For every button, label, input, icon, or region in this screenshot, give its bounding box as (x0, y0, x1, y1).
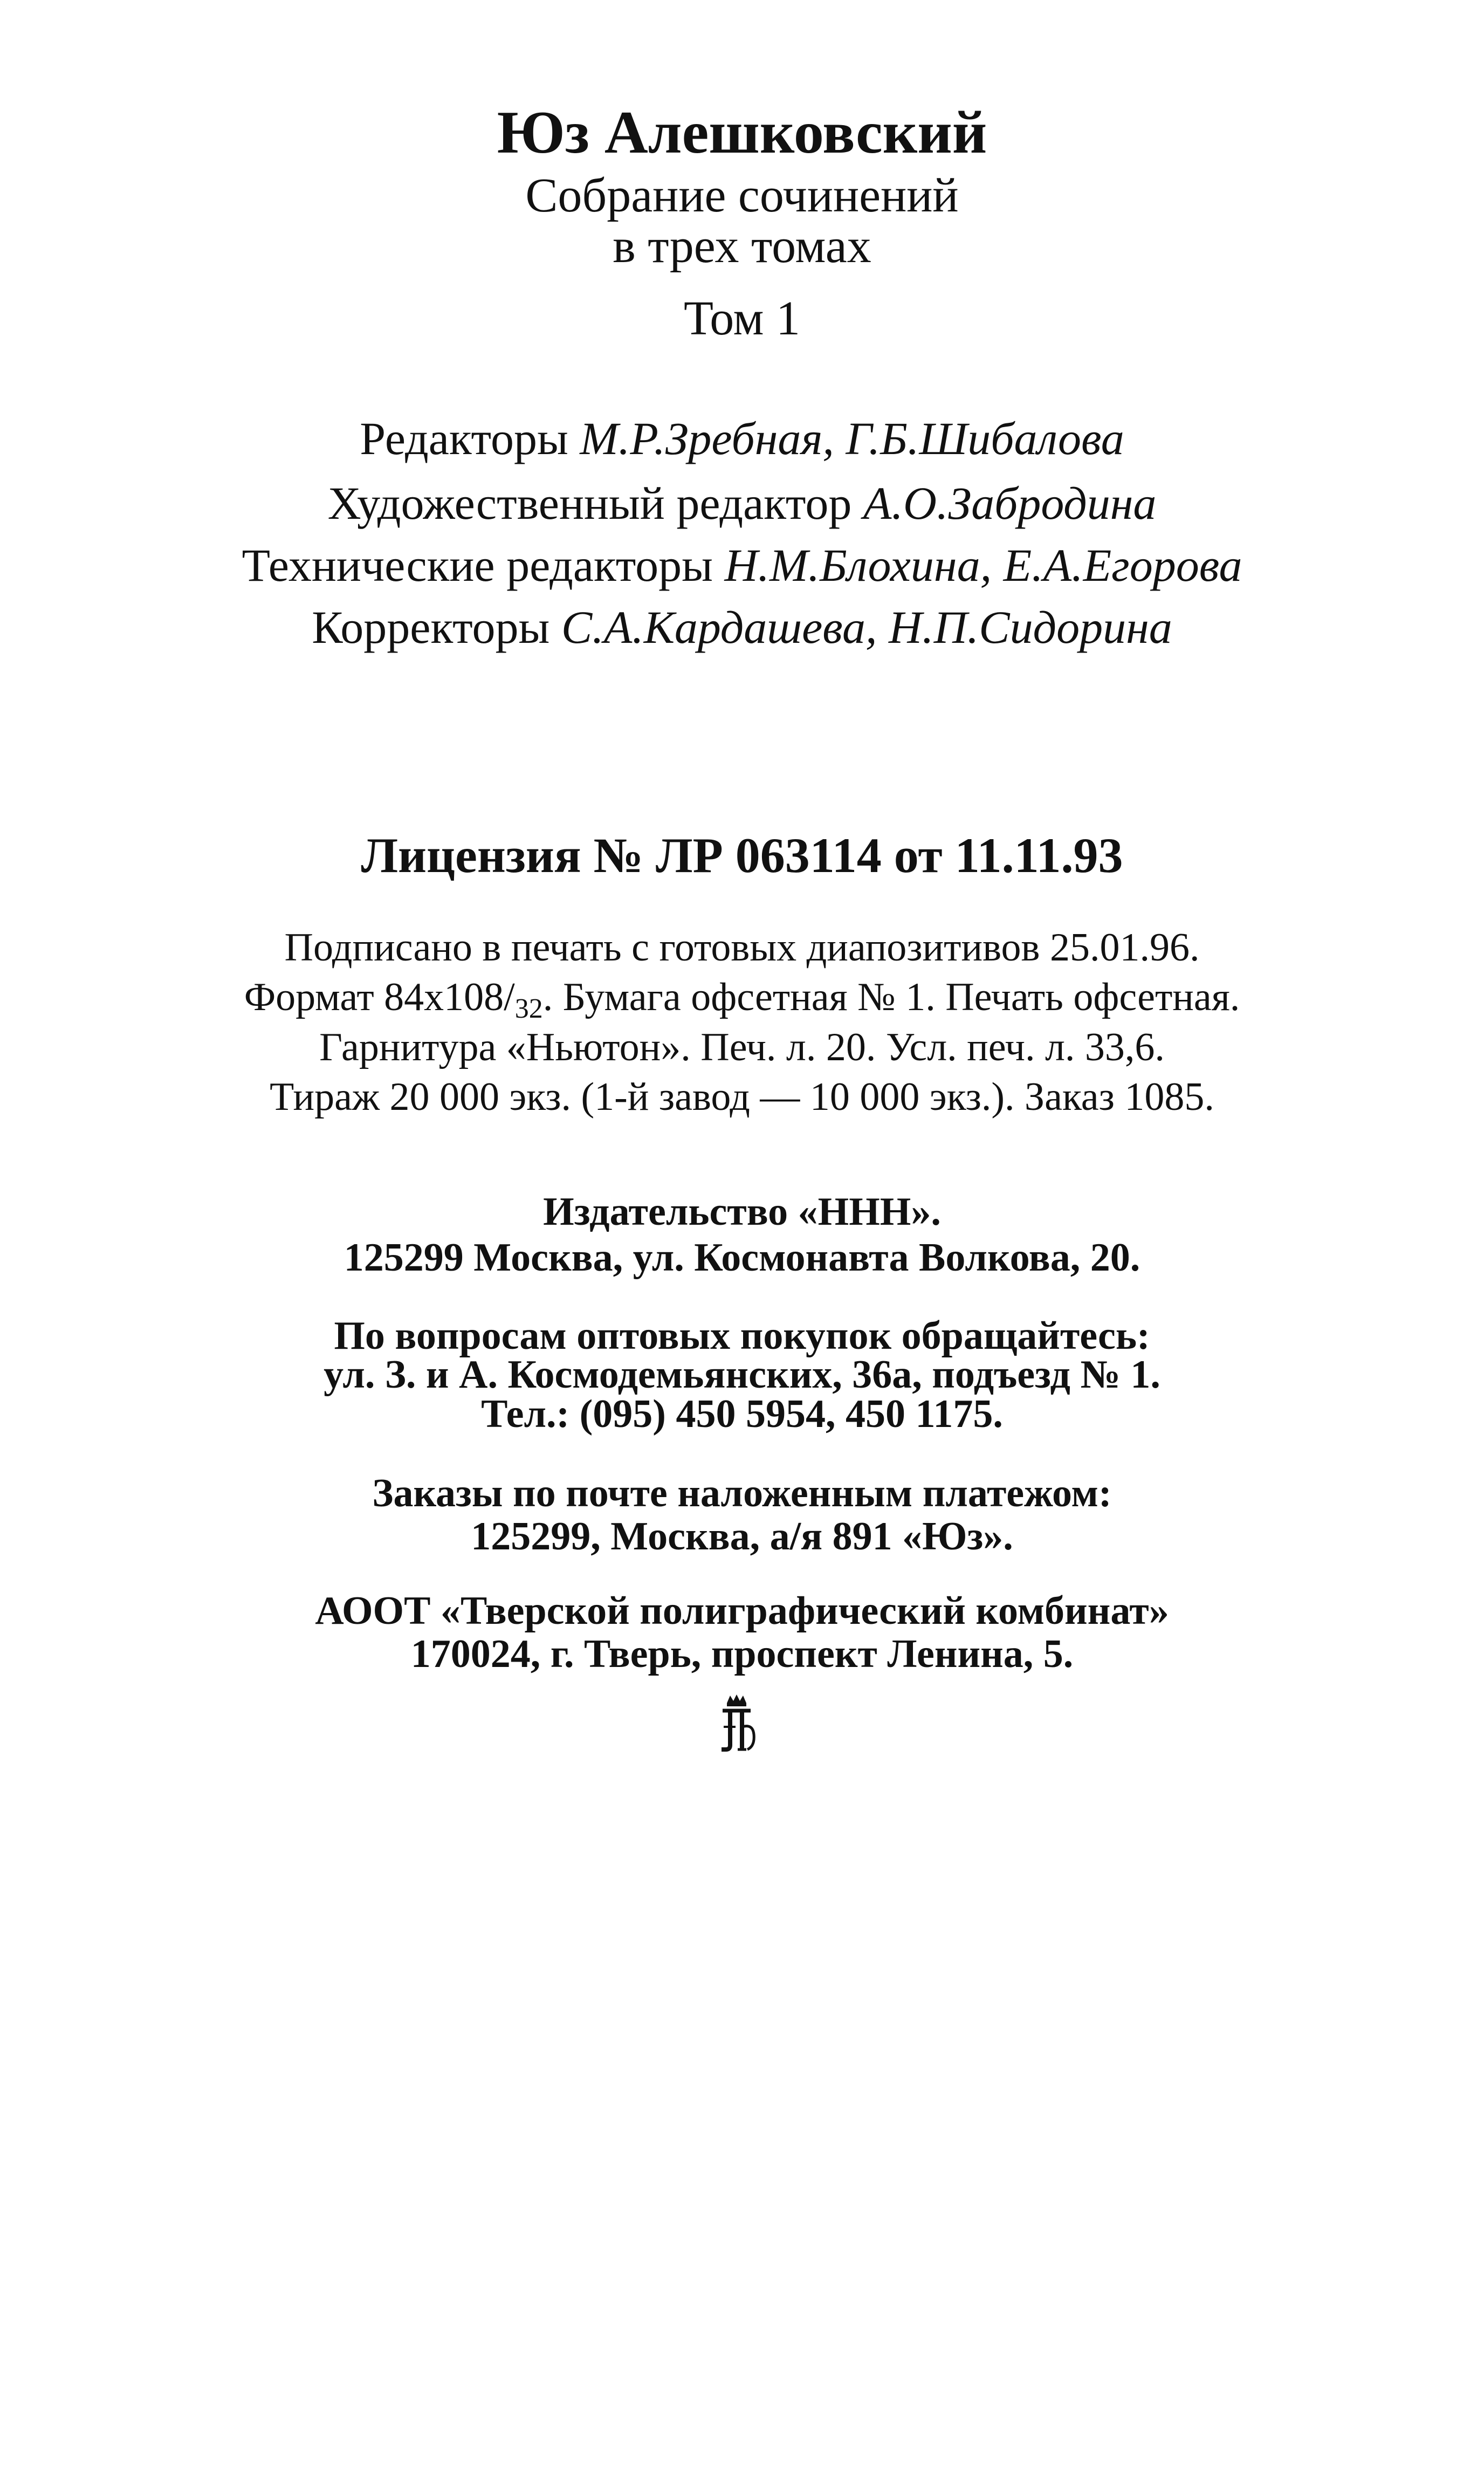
print-run-line: Тираж 20 000 экз. (1-й завод — 10 000 экз.). Заказ 1085. (270, 1075, 1214, 1119)
tome-number: Том 1 (684, 292, 800, 345)
format-line (0, 977, 1484, 1023)
tech-editors-label: Технические редакторы (242, 539, 713, 591)
editors-names: М.Р.Зребная, Г.Б.Шибалова (580, 413, 1124, 464)
art-editor-name: А.О.Забродина (863, 477, 1157, 529)
wholesale-heading: По вопросам оптовых покупок обращайтесь: (334, 1314, 1150, 1358)
author-name: Юз Алешковский (497, 99, 987, 166)
correctors-label: Корректоры (312, 601, 550, 653)
printer-address: 170024, г. Тверь, проспект Ленина, 5. (410, 1632, 1074, 1676)
printer-name: АООТ «Тверской полиграфический комбинат» (315, 1589, 1169, 1633)
correctors-line (0, 601, 1484, 653)
typeface-line: Гарнитура «Ньютон». Печ. л. 20. Усл. печ. л. 33,6. (319, 1025, 1165, 1069)
collection-title: Собрание сочинений (525, 169, 959, 222)
signed-for-print: Подписано в печать с готовых диапозитивов 25.01.96. (284, 925, 1200, 970)
art-editor-label: Художественный редактор (327, 477, 852, 529)
printer-monogram-icon (711, 1693, 762, 1753)
tech-editors-line (0, 539, 1484, 591)
publisher-address: 125299 Москва, ул. Космонавта Волкова, 20. (343, 1236, 1141, 1280)
format-prefix: Формат 84х108/ (244, 975, 515, 1019)
mail-orders-heading: Заказы по почте наложенным платежом: (372, 1471, 1112, 1515)
editors-line (0, 415, 1484, 462)
license-line: Лицензия № ЛР 063114 от 11.11.93 (361, 828, 1123, 883)
art-editor-line (0, 477, 1484, 529)
tech-editors-names: Н.М.Блохина, Е.А.Егорова (724, 539, 1242, 591)
publisher-name: Издательство «ННН». (543, 1190, 941, 1234)
volumes-subtitle: в трех томах (613, 219, 871, 273)
format-subscript: 32 (514, 993, 543, 1024)
wholesale-address: ул. З. и А. Космодемьянских, 36а, подъезд № 1. (324, 1353, 1160, 1397)
mail-orders-address: 125299, Москва, а/я 891 «Юз». (471, 1514, 1013, 1559)
format-suffix: . Бумага офсетная № 1. Печать офсетная. (542, 975, 1240, 1019)
correctors-names: С.А.Кардашева, Н.П.Сидорина (561, 601, 1172, 653)
wholesale-phone: Тел.: (095) 450 5954, 450 1175. (481, 1392, 1003, 1436)
editors-label: Редакторы (360, 413, 568, 464)
